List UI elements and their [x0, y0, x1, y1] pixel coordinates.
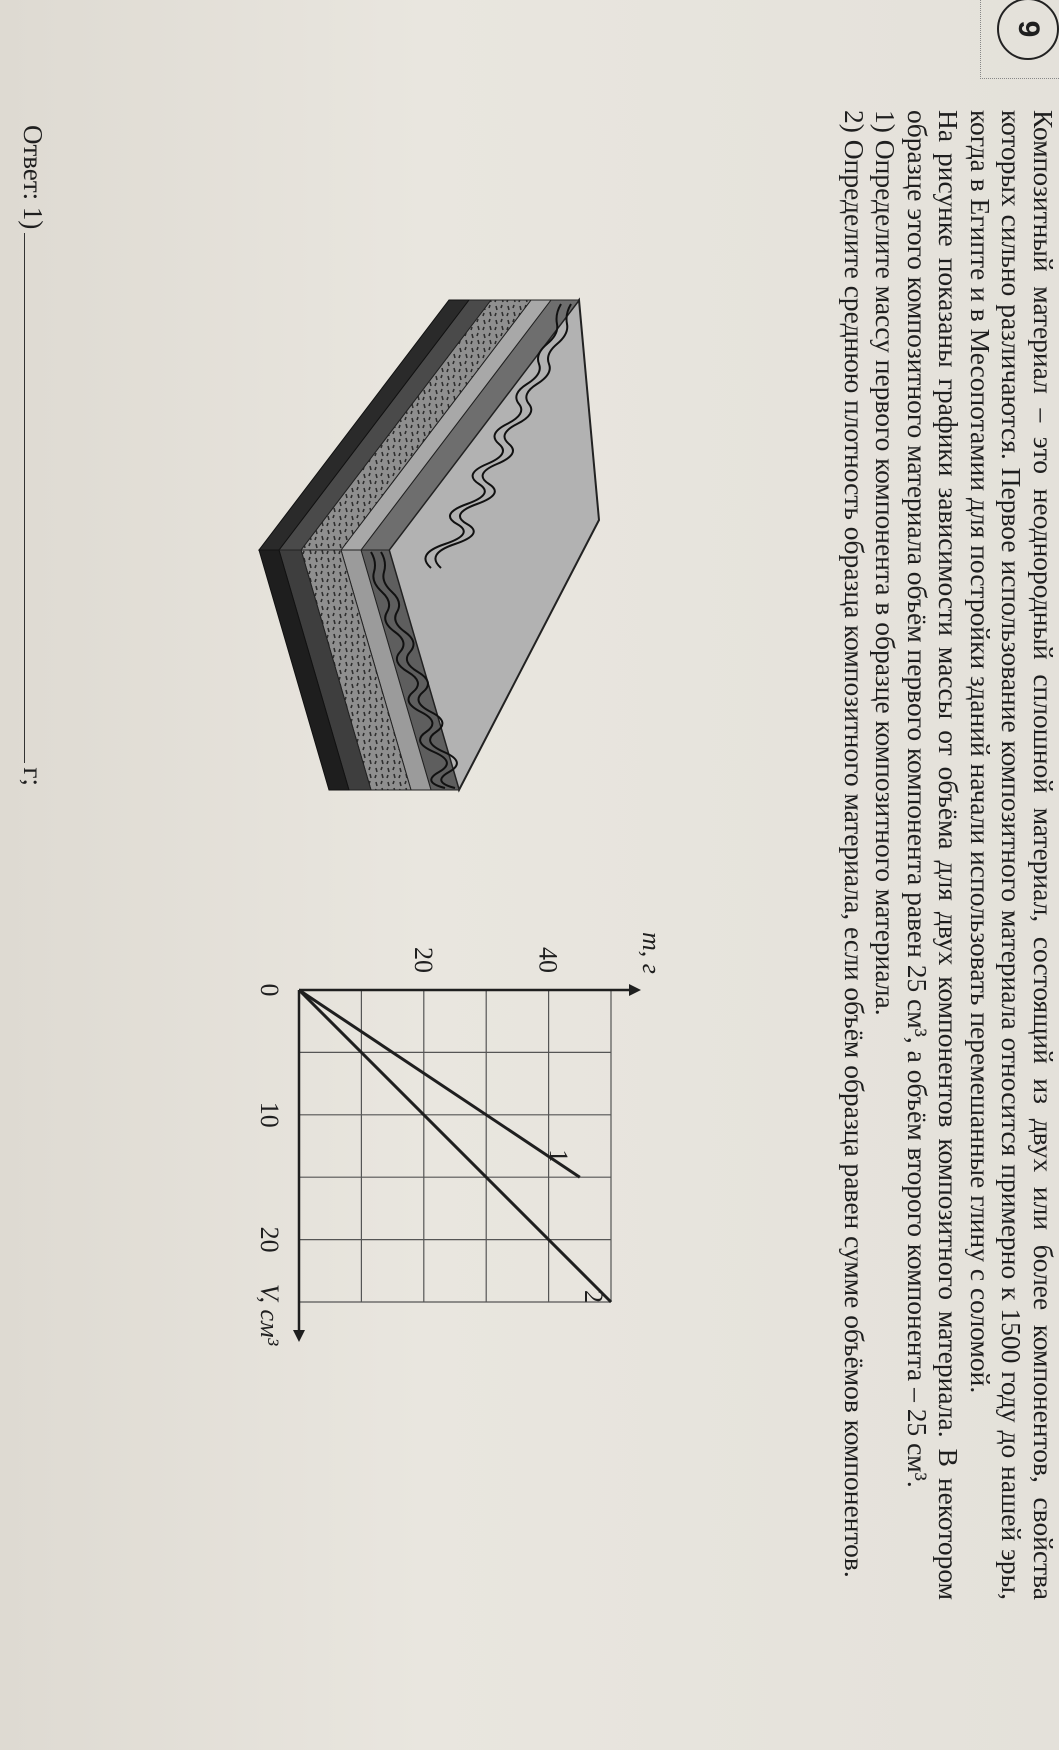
answer-input[interactable] — [24, 233, 45, 763]
mass-volume-graph — [209, 930, 666, 1360]
x-tick-label: 10 — [255, 1101, 284, 1128]
series-label-1: 1 — [543, 1149, 573, 1163]
figure-paragraph: На рисунке показаны графики зависимости массы от объёма для двух компонентов композитного материала. В некотором образце этого композитного материала объём первого компонента равен 25 см³, а объём второго компонента – 25 см³. — [902, 110, 965, 1600]
y-axis-arrow — [629, 984, 641, 996]
composite-slab-illustration — [119, 290, 619, 810]
answer-line — [17, 125, 49, 786]
x-axis-label: V, см³ — [255, 1284, 284, 1346]
answer-label: Ответ: 1) — [18, 125, 48, 230]
graph-series — [299, 990, 611, 1303]
x-tick-label: 20 — [255, 1226, 284, 1253]
intro-paragraph: Композитный материал – это неоднородный сплошной материал, состоящий из двух или более компонентов, свойства которых сильно различаются. Первое использование композитного материала относится примерно к 1500 году до нашей эры, когда в Египте и в Месопотамии для постройки зданий начали использовать перемешанные глину с соломой. — [965, 110, 1059, 1600]
question-2: 2) Определите среднюю плотность образца композитного материала, если объём образца равен сумме объёмов компонентов. — [839, 110, 870, 1578]
x-tick-label: 0 — [255, 983, 284, 997]
answer-unit: г; — [18, 767, 48, 786]
y-axis-label: m, г — [637, 932, 666, 974]
y-tick-label: 20 — [408, 947, 438, 973]
series-label-2: 2 — [579, 1290, 608, 1303]
series-line-2 — [299, 990, 611, 1302]
question-1: 1) Определите массу первого компонента в образце композитного материала. — [870, 110, 902, 1016]
series-line-1 — [299, 990, 580, 1177]
x-axis-arrow — [293, 1330, 305, 1342]
y-tick-label: 40 — [533, 947, 563, 973]
task-number: 9 — [997, 0, 1059, 60]
task-number-box — [980, 0, 1059, 79]
task-text — [839, 110, 1059, 1600]
